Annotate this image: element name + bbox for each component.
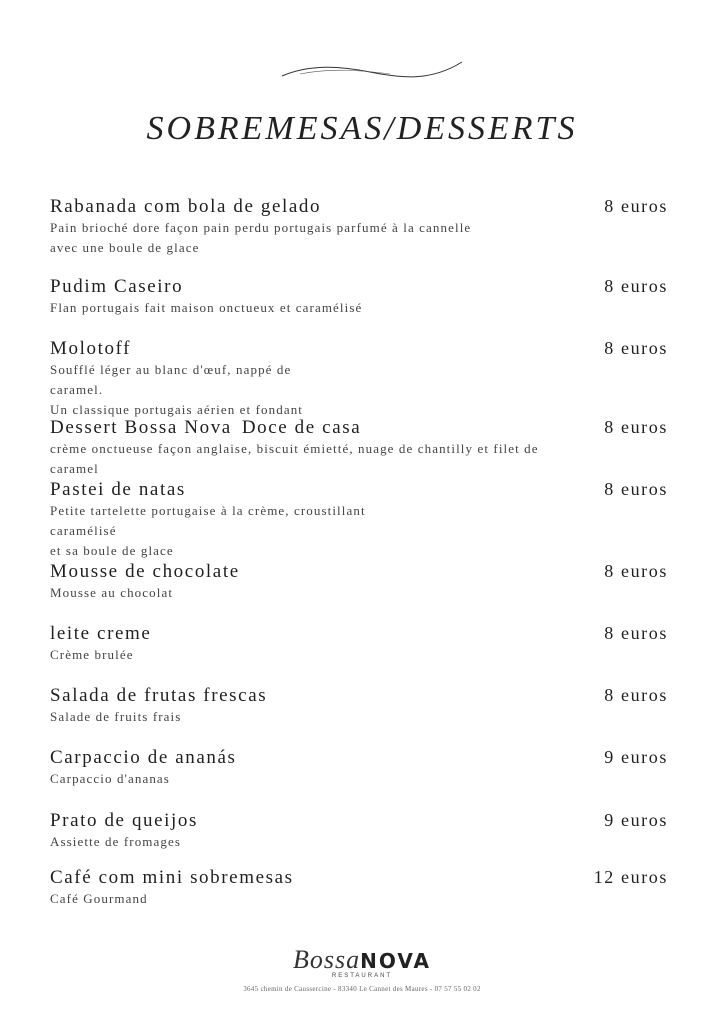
description-line: Flan portugais fait maison onctueux et caramélisé [50,300,363,315]
description-line: caramel [50,461,99,476]
menu-item-description [50,889,670,909]
description-line: Crème brulée [50,647,134,662]
menu-item-price: 8 euros [604,196,668,216]
menu-item-row [50,867,670,891]
description-line: et sa boule de glace [50,543,174,558]
menu-item [50,276,670,318]
menu-item-row [50,479,670,503]
description-line: Petite tartelette portugaise à la crème, croustillant [50,503,366,518]
menu-item-description [50,832,670,852]
menu-item-name-text: Salada de frutas frescas [50,685,268,706]
menu-item-row [50,623,670,647]
menu-item-name-text: Mousse de chocolate [50,561,240,582]
menu-item-price: 8 euros [604,417,668,437]
menu-item-row [50,417,670,441]
restaurant-logo [0,945,724,975]
menu-item-name-text: Dessert Bossa Nova [50,417,232,438]
description-line: Carpaccio d'ananas [50,771,170,786]
description-line: Salade de fruits frais [50,709,182,724]
menu-item-price: 8 euros [604,479,668,499]
menu-item-name [50,479,186,501]
menu-item-price: 9 euros [604,747,668,767]
menu-item-row [50,810,670,834]
description-line: crème onctueuse façon anglaise, biscuit émietté, nuage de chantilly et filet de [50,441,539,456]
menu-item [50,867,670,909]
logo-script-text: Bossa [293,945,361,974]
menu-item-name-text: Pastei de natas [50,479,186,500]
menu-item-price: 8 euros [604,685,668,705]
menu-item [50,417,670,479]
menu-item-row [50,561,670,585]
footer [0,945,724,993]
menu-item-name-text: leite creme [50,623,152,644]
menu-item-row [50,685,670,709]
description-line: avec une boule de glace [50,240,200,255]
menu-item-name [50,276,183,298]
description-line: caramélisé [50,523,117,538]
menu-item-name [50,623,151,645]
menu-item-price: 9 euros [604,810,668,830]
logo-subtitle: RESTAURANT [331,973,393,979]
menu-item-price: 8 euros [604,338,668,358]
flourish-ornament [280,60,464,84]
menu-item-description [50,583,670,603]
menu-item-row [50,338,670,362]
menu-item [50,685,670,727]
description-line: Assiette de fromages [50,834,182,849]
menu-item-description [50,707,670,727]
menu-item [50,561,670,603]
description-line: Pain brioché dore façon pain perdu portugais parfumé à la cannelle [50,220,472,235]
menu-item-subtitle: Doce de casa [241,417,362,438]
menu-item [50,196,670,258]
menu-item-name [50,867,294,889]
description-line: caramel. [50,382,104,397]
description-line: Un classique portugais aérien et fondant [50,402,304,417]
menu-item-row [50,276,670,300]
menu-item-price: 8 euros [604,276,668,296]
menu-item-name [50,561,240,583]
page-title: SOBREMESAS/DESSERTS [146,110,578,147]
menu-item-name-text: Prato de queijos [50,810,199,831]
description-line: Café Gourmand [50,891,148,906]
menu-item [50,623,670,665]
menu-item-name-text: Carpaccio de ananás [50,747,237,768]
menu-item-name [50,810,198,832]
menu-item-price: 8 euros [604,561,668,581]
logo-bold-text: NOVA [360,949,431,973]
menu-item-name [50,338,131,360]
menu-item-description [50,769,670,789]
menu-item [50,810,670,852]
menu-item-name-text: Pudim Caseiro [50,276,184,297]
menu-item-row [50,747,670,771]
menu-item-description [50,218,670,258]
menu-item [50,338,670,420]
menu-item-name [50,685,267,707]
menu-item-name [50,196,321,218]
menu-item-description [50,439,670,479]
menu-item-name [50,747,237,769]
menu-item-name-text: Molotoff [50,338,132,359]
menu-item-description [50,360,670,420]
menu-item-name-text: Café com mini sobremesas [50,867,294,888]
menu-item-row [50,196,670,220]
description-line: Mousse au chocolat [50,585,174,600]
menu-item-description [50,298,670,318]
menu-item-name [50,417,361,439]
menu-item [50,747,670,789]
menu-item-name-text: Rabanada com bola de gelado [50,196,322,217]
menu-item-description [50,501,670,561]
restaurant-address: 3645 chemin de Caussercine - 83340 Le Cannet des Maures - 07 57 55 02 02 [243,985,481,993]
menu-item-price: 8 euros [604,623,668,643]
description-line: Soufflé léger au blanc d'œuf, nappé de [50,362,292,377]
menu-item-price: 12 euros [593,867,668,887]
menu-item-description [50,645,670,665]
menu-item [50,479,670,561]
